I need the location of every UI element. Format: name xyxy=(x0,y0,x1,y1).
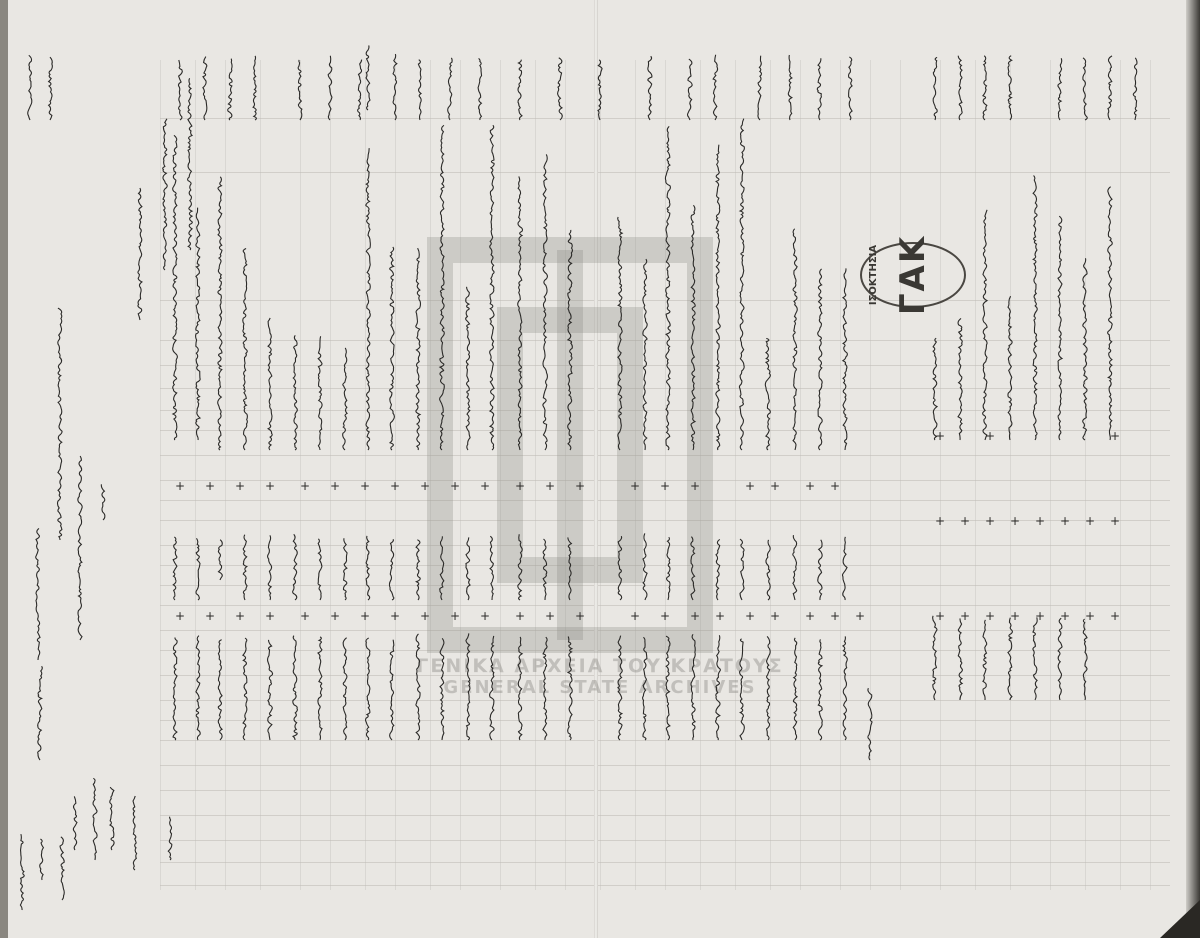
cross-mark: + xyxy=(1010,609,1021,623)
handwriting-stroke xyxy=(1108,56,1112,120)
handwriting-stroke xyxy=(793,638,797,740)
cross-mark: + xyxy=(450,479,461,493)
handwriting-stroke xyxy=(366,148,370,450)
cross-mark: + xyxy=(1085,514,1096,528)
page-shadow xyxy=(1186,0,1200,938)
handwriting-stroke xyxy=(843,636,847,740)
handwriting-stroke xyxy=(318,336,322,450)
handwriting-stroke xyxy=(168,817,172,860)
handwriting-stroke xyxy=(793,229,797,450)
watermark-line2: GENERAL STATE ARCHIVES xyxy=(443,677,757,698)
handwriting-stroke xyxy=(691,205,695,450)
handwriting-stroke xyxy=(73,796,77,850)
cross-mark: + xyxy=(515,479,526,493)
cross-mark: + xyxy=(935,609,946,623)
cross-mark: + xyxy=(935,514,946,528)
handwriting-stroke xyxy=(1008,618,1012,700)
handwriting-stroke xyxy=(518,176,523,450)
handwriting-stroke xyxy=(1033,617,1037,700)
cross-mark: + xyxy=(770,479,781,493)
handwriting-stroke xyxy=(716,539,720,600)
handwriting-stroke xyxy=(666,636,670,740)
archive-stamp xyxy=(860,234,966,316)
handwriting-stroke xyxy=(28,55,32,120)
cross-mark: + xyxy=(300,479,311,493)
handwriting-stroke xyxy=(716,145,720,450)
handwriting-stroke xyxy=(418,60,421,120)
cross-mark: + xyxy=(390,479,401,493)
handwriting-stroke xyxy=(558,58,563,120)
cross-mark: + xyxy=(235,609,246,623)
handwriting-stroke xyxy=(390,247,395,450)
cross-mark: + xyxy=(960,514,971,528)
cross-mark: + xyxy=(855,609,866,623)
handwriting-stroke xyxy=(196,538,200,600)
handwriting-stroke xyxy=(389,539,393,600)
handwriting-stroke xyxy=(196,636,200,740)
handwriting-stroke xyxy=(818,269,822,450)
handwriting-stroke xyxy=(518,60,522,120)
cross-mark: + xyxy=(805,609,816,623)
handwriting-stroke xyxy=(843,537,848,600)
cross-mark: + xyxy=(1035,514,1046,528)
handwriting-stroke xyxy=(228,59,232,120)
handwriting-stroke xyxy=(740,639,745,740)
cross-mark: + xyxy=(330,479,341,493)
handwriting-stroke xyxy=(366,638,370,740)
handwriting-stroke xyxy=(133,796,137,870)
handwriting-stroke xyxy=(93,778,97,860)
handwriting-stroke xyxy=(218,177,222,450)
handwriting-stroke xyxy=(293,534,298,600)
handwriting-stroke xyxy=(218,540,222,580)
handwriting-stroke xyxy=(218,640,222,740)
handwriting-stroke xyxy=(343,348,347,450)
cross-mark: + xyxy=(1085,609,1096,623)
handwriting-stroke xyxy=(203,57,207,120)
handwriting-stroke xyxy=(713,55,717,120)
handwriting-stroke xyxy=(440,536,444,600)
handwriting-stroke xyxy=(268,640,273,740)
handwriting-stroke xyxy=(490,125,494,450)
handwriting-stroke xyxy=(691,537,695,600)
handwriting-stroke xyxy=(958,318,962,440)
handwriting-stroke xyxy=(60,837,64,900)
handwriting-stroke xyxy=(983,56,987,120)
handwriting-stroke xyxy=(739,119,744,450)
handwriting-stroke xyxy=(178,60,182,120)
cross-mark: + xyxy=(1010,514,1021,528)
handwriting-stroke xyxy=(366,45,370,110)
handwriting-stroke xyxy=(58,308,63,540)
handwriting-stroke xyxy=(667,537,670,600)
handwriting-stroke xyxy=(767,636,771,740)
handwriting-stroke xyxy=(618,636,622,740)
cross-mark: + xyxy=(545,609,556,623)
cross-mark: + xyxy=(515,609,526,623)
cross-mark: + xyxy=(830,479,841,493)
cross-mark: + xyxy=(630,479,641,493)
cross-mark: + xyxy=(985,609,996,623)
handwriting-stroke xyxy=(40,839,44,880)
handwriting-stroke xyxy=(958,56,962,120)
handwriting-stroke xyxy=(478,58,481,120)
cross-mark: + xyxy=(575,609,586,623)
handwriting-stroke xyxy=(466,537,470,600)
handwriting-stroke xyxy=(173,135,178,440)
cross-mark: + xyxy=(360,479,371,493)
handwriting-stroke xyxy=(543,637,547,740)
handwriting-stroke xyxy=(643,259,647,450)
cross-mark: + xyxy=(235,479,246,493)
handwriting-stroke xyxy=(983,210,987,440)
handwriting-stroke xyxy=(358,60,362,120)
cross-mark: + xyxy=(205,609,216,623)
handwriting-stroke xyxy=(440,638,444,740)
handwriting-stroke xyxy=(643,533,647,600)
cross-mark: + xyxy=(330,609,341,623)
watermark-line1: ΓΕΝΙΚΑ ΑΡΧΕΙΑ ΤΟΥ ΚΡΑΤΟΥΣ xyxy=(416,655,784,677)
cross-mark: + xyxy=(660,479,671,493)
handwriting-stroke xyxy=(393,54,397,120)
handwriting-stroke xyxy=(243,638,247,740)
handwriting-stroke xyxy=(298,60,302,120)
handwriting-stroke xyxy=(568,230,573,450)
handwriting-stroke xyxy=(933,616,937,700)
handwriting-stroke xyxy=(20,834,24,910)
handwriting-stroke xyxy=(101,484,105,520)
cross-mark: + xyxy=(300,609,311,623)
handwriting-stroke xyxy=(1058,618,1062,700)
handwriting-stroke xyxy=(568,637,573,740)
cross-mark: + xyxy=(480,479,491,493)
handwriting-stroke xyxy=(687,59,692,120)
handwriting-stroke xyxy=(618,217,622,450)
handwriting-stroke xyxy=(598,60,602,120)
handwriting-stroke xyxy=(1008,296,1012,440)
archive-stamp-label: ΓΑΚ xyxy=(893,234,933,316)
handwriting-stroke xyxy=(38,666,43,760)
handwriting-stroke xyxy=(293,636,298,740)
handwriting-stroke xyxy=(788,55,792,120)
handwriting-stroke xyxy=(568,537,571,600)
handwriting-stroke xyxy=(328,56,332,120)
handwriting-stroke xyxy=(78,456,82,640)
cross-mark: + xyxy=(175,609,186,623)
cross-mark: + xyxy=(450,609,461,623)
handwriting-stroke xyxy=(1058,58,1062,120)
handwriting-stroke xyxy=(490,636,494,740)
cross-mark: + xyxy=(935,429,946,443)
cross-mark: + xyxy=(545,479,556,493)
handwriting-stroke xyxy=(490,536,493,600)
handwriting-stroke xyxy=(543,539,547,600)
handwriting-stroke xyxy=(983,620,987,700)
handwriting-stroke xyxy=(318,637,322,740)
handwriting-stroke xyxy=(518,534,522,600)
cross-mark: + xyxy=(1060,514,1071,528)
cross-mark: + xyxy=(480,609,491,623)
handwriting-stroke xyxy=(416,634,420,740)
cross-mark: + xyxy=(1035,609,1046,623)
handwriting-stroke xyxy=(1108,187,1113,440)
cross-mark: + xyxy=(205,479,216,493)
handwriting-stroke xyxy=(1008,56,1012,120)
handwriting-stroke xyxy=(766,540,770,600)
handwriting-stroke xyxy=(818,639,822,740)
cross-mark: + xyxy=(830,609,841,623)
handwriting-stroke xyxy=(933,57,937,120)
handwriting-stroke xyxy=(740,539,744,600)
handwriting-stroke xyxy=(1083,58,1087,120)
handwriting-stroke xyxy=(518,637,522,740)
handwriting-stroke xyxy=(1133,58,1137,120)
handwriting-stroke xyxy=(466,287,470,450)
cross-mark: + xyxy=(420,609,431,623)
handwriting-stroke xyxy=(293,335,297,450)
cross-mark: + xyxy=(390,609,401,623)
cross-mark: + xyxy=(985,429,996,443)
handwriting-stroke xyxy=(1033,176,1037,440)
cross-mark: + xyxy=(770,609,781,623)
cross-mark: + xyxy=(985,514,996,528)
handwriting-stroke xyxy=(1083,258,1087,440)
cross-mark: + xyxy=(265,609,276,623)
cross-mark: + xyxy=(690,609,701,623)
cross-mark: + xyxy=(805,479,816,493)
handwriting-stroke xyxy=(366,536,370,600)
cross-mark: + xyxy=(1110,514,1121,528)
archive-stamp-sub: ΙΣΟΚΤΗΣΙΑ xyxy=(868,244,879,306)
handwriting-stroke xyxy=(268,318,272,450)
handwriting-stroke xyxy=(243,535,247,600)
handwriting-stroke xyxy=(716,635,721,740)
cross-mark: + xyxy=(175,479,186,493)
cross-mark: + xyxy=(1110,429,1121,443)
handwriting-stroke xyxy=(173,537,177,600)
cross-mark: + xyxy=(960,609,971,623)
handwriting-stroke xyxy=(36,528,40,660)
handwriting-stroke xyxy=(466,633,470,740)
cross-mark: + xyxy=(575,479,586,493)
handwriting-stroke xyxy=(268,535,272,600)
handwriting-stroke xyxy=(793,535,797,600)
handwriting-stroke xyxy=(933,338,937,440)
handwriting-stroke xyxy=(343,638,347,740)
handwriting-stroke xyxy=(318,539,322,600)
cross-mark: + xyxy=(360,609,371,623)
handwriting-stroke xyxy=(440,125,445,450)
handwriting-stroke xyxy=(958,618,962,700)
handwriting-stroke xyxy=(416,540,420,600)
handwriting-stroke xyxy=(188,78,193,250)
handwriting-stroke xyxy=(691,634,695,740)
handwriting-stroke xyxy=(343,538,347,600)
handwriting-stroke xyxy=(665,126,670,450)
handwriting-stroke xyxy=(448,58,452,120)
cross-mark: + xyxy=(690,479,701,493)
handwriting-stroke xyxy=(138,188,142,320)
handwriting-stroke xyxy=(253,56,256,120)
cross-mark: + xyxy=(265,479,276,493)
handwriting-stroke xyxy=(843,268,847,450)
handwriting-stroke xyxy=(173,638,177,740)
handwriting-stroke xyxy=(163,119,167,270)
cross-mark: + xyxy=(660,609,671,623)
handwriting-stroke xyxy=(817,58,821,120)
handwriting-stroke xyxy=(643,637,647,740)
handwriting-stroke xyxy=(49,57,53,120)
handwriting-stroke xyxy=(868,688,872,760)
handwriting-stroke xyxy=(758,56,762,120)
cross-mark: + xyxy=(420,479,431,493)
cross-mark: + xyxy=(1060,609,1071,623)
handwriting-stroke xyxy=(1083,619,1087,700)
cross-mark: + xyxy=(745,479,756,493)
handwriting-stroke xyxy=(390,640,394,740)
handwriting-stroke xyxy=(416,248,421,450)
handwriting-stroke xyxy=(243,248,248,450)
cross-mark: + xyxy=(745,609,756,623)
handwriting-stroke xyxy=(818,540,822,600)
cross-mark: + xyxy=(1110,609,1121,623)
cross-mark: + xyxy=(630,609,641,623)
handwriting-stroke xyxy=(765,338,770,450)
handwriting-stroke xyxy=(196,208,201,440)
handwriting-stroke xyxy=(1058,216,1062,440)
cross-mark: + xyxy=(715,609,726,623)
handwriting-stroke xyxy=(110,787,114,850)
handwriting-stroke xyxy=(618,536,622,600)
handwriting-stroke xyxy=(543,154,548,450)
handwriting-stroke xyxy=(648,56,652,120)
handwriting-stroke xyxy=(849,57,853,120)
